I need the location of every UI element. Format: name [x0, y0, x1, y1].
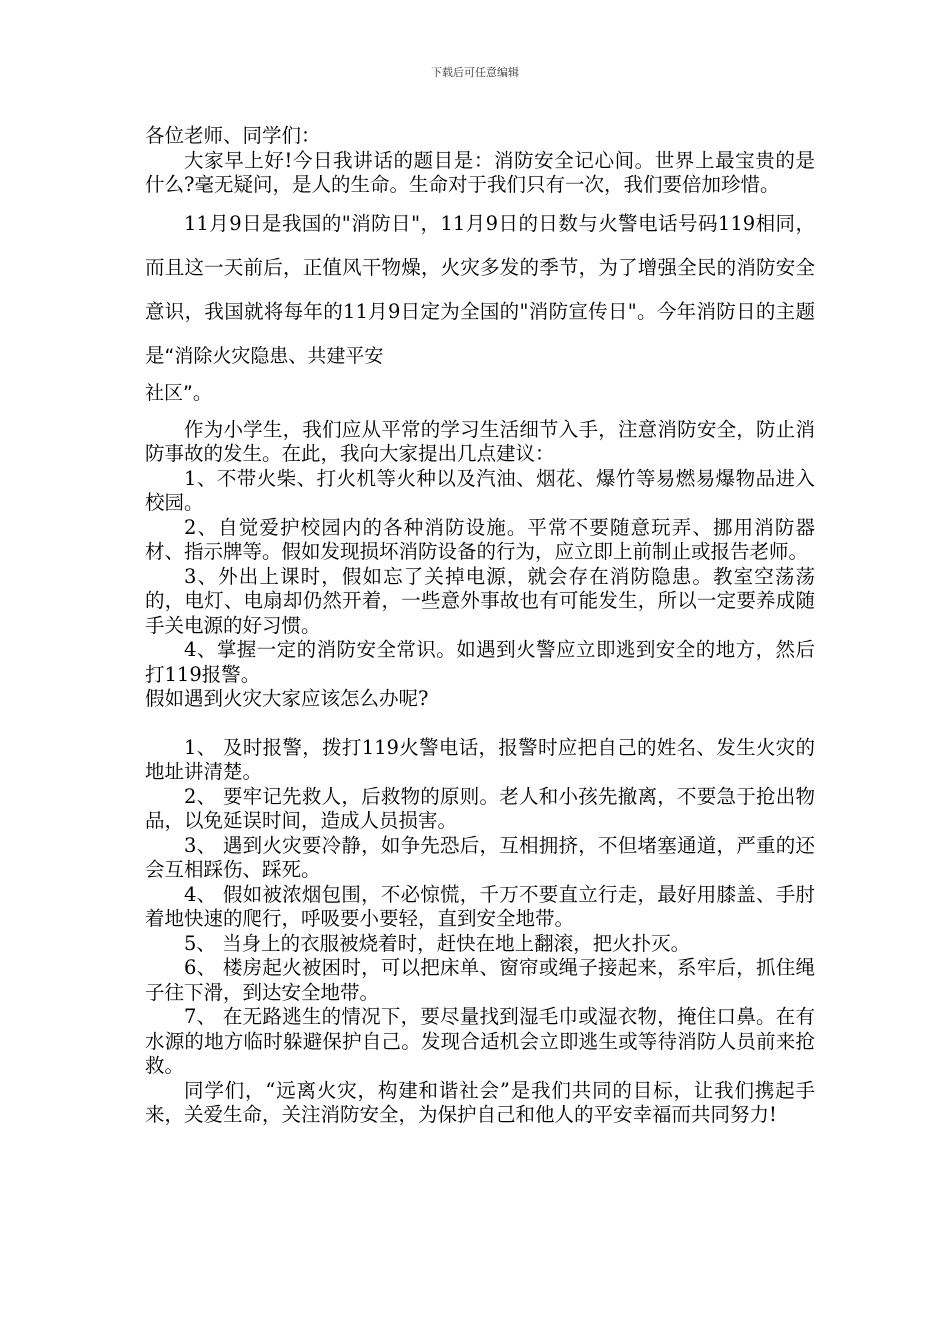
measure-item: 3、 遇到火灾要冷静，如争先恐后，互相拥挤，不但堵塞通道，严重的还会互相踩伤、踩死。 — [145, 833, 815, 881]
measure-item: 6、 楼房起火被困时，可以把床单、窗帘或绳子接起来，系牢后，抓住绳子往下滑，到达安全地带。 — [145, 956, 815, 1004]
theme-tail: 社区” — [145, 381, 193, 404]
fire-day-text: 11月9日是我国的"消防日"，11月9日的日数与火警电话号码119相同，而且这一天前后，正值风干物燥，火灾多发的季节，为了增强全民的消防安全意识，我国就将每年的11月9日定为全国的"消防宣传日"。今年消防日的主题是 — [145, 211, 815, 367]
suggestion-item: 1、不带火柴、打火机等火种以及汽油、烟花、爆竹等易燃易爆物品进入校园。 — [145, 466, 815, 514]
suggestion-item: 4、掌握一定的消防安全常识。如遇到火警应立即逃到安全的地方，然后打119报警。 — [145, 638, 815, 686]
theme-end: 。 — [192, 380, 213, 404]
spacer — [145, 712, 815, 736]
theme-text: “消除火灾隐患、共建平安 — [164, 344, 384, 367]
closing-paragraph: 同学们，“远离火灾，构建和谐社会”是我们共同的目标，让我们携起手来，关爱生命，关注消防安全，为保护自己和他人的平安幸福而共同努力! — [145, 1078, 815, 1126]
students-paragraph: 作为小学生，我们应从平常的学习生活细节入手，注意消防安全，防止消防事故的发生。在此，我向大家提出几点建议： — [145, 417, 815, 465]
suggestion-item: 3、外出上课时，假如忘了关掉电源，就会存在消防隐患。教室空荡荡的，电灯、电扇却仍然开着，一些意外事故也有可能发生，所以一定要养成随手关电源的好习惯。 — [145, 564, 815, 637]
measure-item: 2、 要牢记先救人，后救物的原则。老人和小孩先撤离，不要急于抢出物品，以免延误时间，造成人员损害。 — [145, 784, 815, 832]
suggestion-item: 2、自觉爱护校园内的各种消防设施。平常不要随意玩弄、挪用消防器材、指示牌等。假如发现损坏消防设备的行为，应立即上前制止或报告老师。 — [145, 515, 815, 563]
page-header-note: 下载后可任意编辑 — [431, 66, 519, 79]
intro-paragraph: 大家早上好!今日我讲话的题目是：消防安全记心间。世界上最宝贵的是什么?毫无疑问，是人的生命。生命对于我们只有一次，我们要倍加珍惜。 — [145, 148, 815, 196]
question-heading: 假如遇到火灾大家应该怎么办呢? — [145, 687, 429, 710]
measure-item: 4、 假如被浓烟包围，不必惊慌，千万不要直立行走，最好用膝盖、手肘着地快速的爬行，呼吸要小要轻，直到安全地带。 — [145, 882, 815, 930]
theme-tail-line — [145, 378, 815, 408]
speech-document — [145, 124, 815, 1128]
measure-item: 1、 及时报警，拨打119火警电话，报警时应把自己的姓名、发生火灾的地址讲清楚。 — [145, 735, 815, 783]
fire-day-paragraph — [145, 202, 815, 378]
salutation: 各位老师、同学们： — [145, 124, 321, 147]
measure-item: 7、 在无路逃生的情况下，要尽量找到湿毛巾或湿衣物，掩住口鼻。在有水源的地方临时躲避保护自己。发现合适机会立即逃生或等待消防人员前来抢救。 — [145, 1005, 815, 1077]
measure-item: 5、 当身上的衣服被烧着时，赶快在地上翻滚，把火扑灭。 — [184, 931, 691, 955]
